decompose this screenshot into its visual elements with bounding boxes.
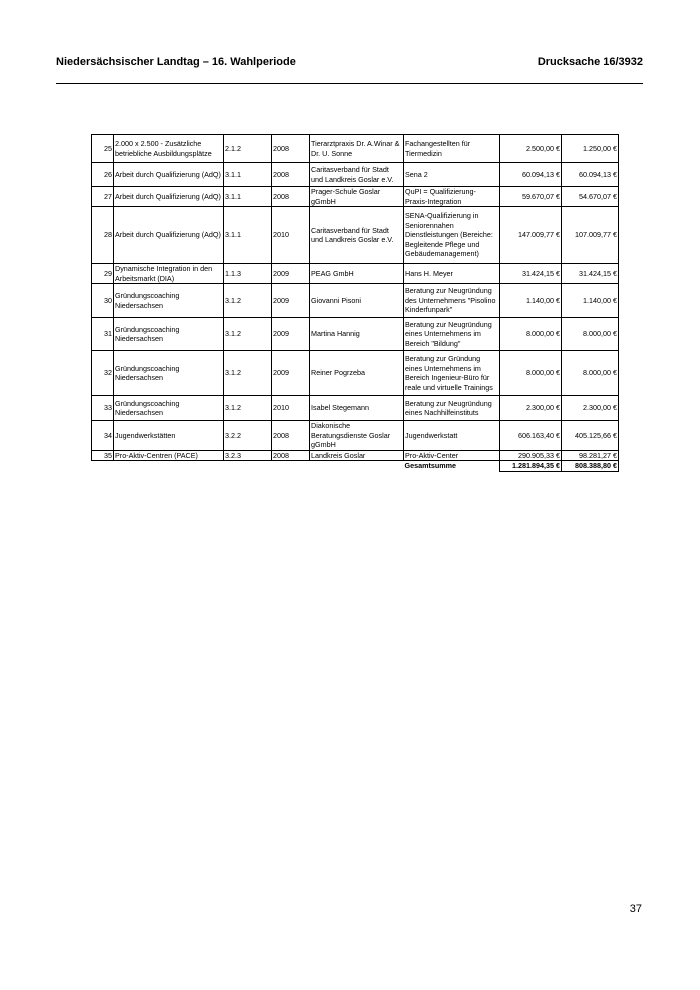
- row-number: 33: [92, 396, 114, 421]
- program-cell: Dynamische Integration in den Arbeitsmarkt (DIA): [114, 264, 224, 284]
- amount-funded-cell: 1.250,00 €: [562, 135, 619, 163]
- header-title: Niedersächsischer Landtag – 16. Wahlperiode: [56, 56, 296, 68]
- empty-cell: [272, 461, 310, 472]
- amount-total-cell: 2.300,00 €: [500, 396, 562, 421]
- project-cell: Fachangestellten für Tiermedizin: [404, 135, 500, 163]
- organization-cell: Landkreis Goslar: [310, 450, 404, 461]
- organization-cell: Diakonische Beratungsdienste Goslar gGmbH: [310, 421, 404, 451]
- measure-code-cell: 3.2.3: [224, 450, 272, 461]
- total-row: [92, 461, 619, 472]
- amount-total-cell: 606.163,40 €: [500, 421, 562, 451]
- project-cell: Pro-Aktiv-Center: [404, 450, 500, 461]
- year-cell: 2008: [272, 135, 310, 163]
- amount-total-cell: 59.670,07 €: [500, 187, 562, 207]
- amount-total-cell: 147.009,77 €: [500, 207, 562, 264]
- organization-cell: Isabel Stegemann: [310, 396, 404, 421]
- organization-cell: PEAG GmbH: [310, 264, 404, 284]
- measure-code-cell: 3.2.2: [224, 421, 272, 451]
- amount-total-cell: 2.500,00 €: [500, 135, 562, 163]
- project-cell: Beratung zur Neugründung eines Unternehmens im Bereich "Bildung": [404, 318, 500, 351]
- amount-funded-cell: 31.424,15 €: [562, 264, 619, 284]
- table-row: [92, 421, 619, 451]
- amount-funded-cell: 1.140,00 €: [562, 284, 619, 318]
- empty-cell: [224, 461, 272, 472]
- amount-total-cell: 1.140,00 €: [500, 284, 562, 318]
- table-row: [92, 187, 619, 207]
- measure-code-cell: 1.1.3: [224, 264, 272, 284]
- organization-cell: Caritasverband für Stadt und Landkreis Goslar e.V.: [310, 163, 404, 187]
- measure-code-cell: 3.1.2: [224, 396, 272, 421]
- organization-cell: Reiner Pogrzeba: [310, 351, 404, 396]
- empty-cell: [114, 461, 224, 472]
- amount-funded-cell: 8.000,00 €: [562, 318, 619, 351]
- row-number: 31: [92, 318, 114, 351]
- row-number: 34: [92, 421, 114, 451]
- row-number: 28: [92, 207, 114, 264]
- row-number: 25: [92, 135, 114, 163]
- row-number: 30: [92, 284, 114, 318]
- header-divider: [56, 83, 643, 84]
- year-cell: 2009: [272, 264, 310, 284]
- year-cell: 2008: [272, 421, 310, 451]
- amount-funded-cell: 60.094,13 €: [562, 163, 619, 187]
- program-cell: Arbeit durch Qualifizierung (AdQ): [114, 187, 224, 207]
- table-row: [92, 396, 619, 421]
- table-body: [92, 135, 619, 472]
- program-cell: Arbeit durch Qualifizierung (AdQ): [114, 163, 224, 187]
- row-number: 26: [92, 163, 114, 187]
- row-number: 27: [92, 187, 114, 207]
- year-cell: 2009: [272, 351, 310, 396]
- measure-code-cell: 3.1.1: [224, 187, 272, 207]
- organization-cell: Caritasverband für Stadt und Landkreis Goslar e.V.: [310, 207, 404, 264]
- program-cell: Gründungscoaching Niedersachsen: [114, 396, 224, 421]
- year-cell: 2008: [272, 450, 310, 461]
- document-number: Drucksache 16/3932: [537, 56, 643, 68]
- program-cell: Gründungscoaching Niedersachsen: [114, 351, 224, 396]
- year-cell: 2009: [272, 284, 310, 318]
- total-amount-total: 1.281.894,35 €: [500, 461, 562, 472]
- total-label: Gesamtsumme: [404, 461, 457, 471]
- organization-cell: Prager-Schule Goslar gGmbH: [310, 187, 404, 207]
- measure-code-cell: 3.1.1: [224, 207, 272, 264]
- amount-total-cell: 8.000,00 €: [500, 351, 562, 396]
- project-cell: Hans H. Meyer: [404, 264, 500, 284]
- year-cell: 2009: [272, 318, 310, 351]
- year-cell: 2010: [272, 396, 310, 421]
- table-row: [92, 351, 619, 396]
- table-row: [92, 284, 619, 318]
- amount-total-cell: 8.000,00 €: [500, 318, 562, 351]
- project-cell: QuPI = Qualifizierung-Praxis-Integration: [404, 187, 500, 207]
- table-row: [92, 318, 619, 351]
- measure-code-cell: 3.1.2: [224, 284, 272, 318]
- table-row: [92, 163, 619, 187]
- page-number: 37: [629, 903, 642, 915]
- row-number: 29: [92, 264, 114, 284]
- table-row: [92, 450, 619, 461]
- measure-code-cell: 3.1.1: [224, 163, 272, 187]
- program-cell: Arbeit durch Qualifizierung (AdQ): [114, 207, 224, 264]
- amount-funded-cell: 8.000,00 €: [562, 351, 619, 396]
- amount-total-cell: 60.094,13 €: [500, 163, 562, 187]
- amount-funded-cell: 54.670,07 €: [562, 187, 619, 207]
- year-cell: 2010: [272, 207, 310, 264]
- organization-cell: Tierarztpraxis Dr. A.Winar & Dr. U. Sonne: [310, 135, 404, 163]
- project-cell: SENA-Qualifizierung in Seniorennahen Dienstleistungen (Bereiche: Begleitende Pflege und Gebäudemanagement): [404, 207, 500, 264]
- funding-table: [91, 134, 619, 472]
- amount-funded-cell: 98.281,27 €: [562, 450, 619, 461]
- program-cell: Gründungscoaching Niedersachsen: [114, 284, 224, 318]
- table-row: [92, 135, 619, 163]
- amount-funded-cell: 405.125,66 €: [562, 421, 619, 451]
- empty-cell: [310, 461, 404, 472]
- project-cell: Beratung zur Neugründung des Unternehmens "Pisolino Kinderfunpark": [404, 284, 500, 318]
- project-cell: Sena 2: [404, 163, 500, 187]
- amount-total-cell: 290.905,33 €: [500, 450, 562, 461]
- project-cell: Beratung zur Gründung eines Unternehmens im Bereich Ingenieur-Büro für reale und virtuelle Trainings: [404, 351, 500, 396]
- row-number: 32: [92, 351, 114, 396]
- table-row: [92, 264, 619, 284]
- program-cell: Jugendwerkstätten: [114, 421, 224, 451]
- measure-code-cell: 3.1.2: [224, 318, 272, 351]
- year-cell: 2008: [272, 163, 310, 187]
- table-row: [92, 207, 619, 264]
- total-amount-funded: 808.388,80 €: [562, 461, 619, 472]
- project-cell: Beratung zur Neugründung eines Nachhilfeinstituts: [404, 396, 500, 421]
- amount-total-cell: 31.424,15 €: [500, 264, 562, 284]
- row-number: 35: [92, 450, 114, 461]
- year-cell: 2008: [272, 187, 310, 207]
- amount-funded-cell: 107.009,77 €: [562, 207, 619, 264]
- organization-cell: Giovanni Pisoni: [310, 284, 404, 318]
- program-cell: Pro-Aktiv-Centren (PACE): [114, 450, 224, 461]
- organization-cell: Martina Hannig: [310, 318, 404, 351]
- program-cell: Gründungscoaching Niedersachsen: [114, 318, 224, 351]
- measure-code-cell: 3.1.2: [224, 351, 272, 396]
- empty-cell: [92, 461, 114, 472]
- amount-funded-cell: 2.300,00 €: [562, 396, 619, 421]
- project-cell: Jugendwerkstatt: [404, 421, 500, 451]
- program-cell: 2.000 x 2.500 - Zusätzliche betriebliche Ausbildungsplätze: [114, 135, 224, 163]
- measure-code-cell: 2.1.2: [224, 135, 272, 163]
